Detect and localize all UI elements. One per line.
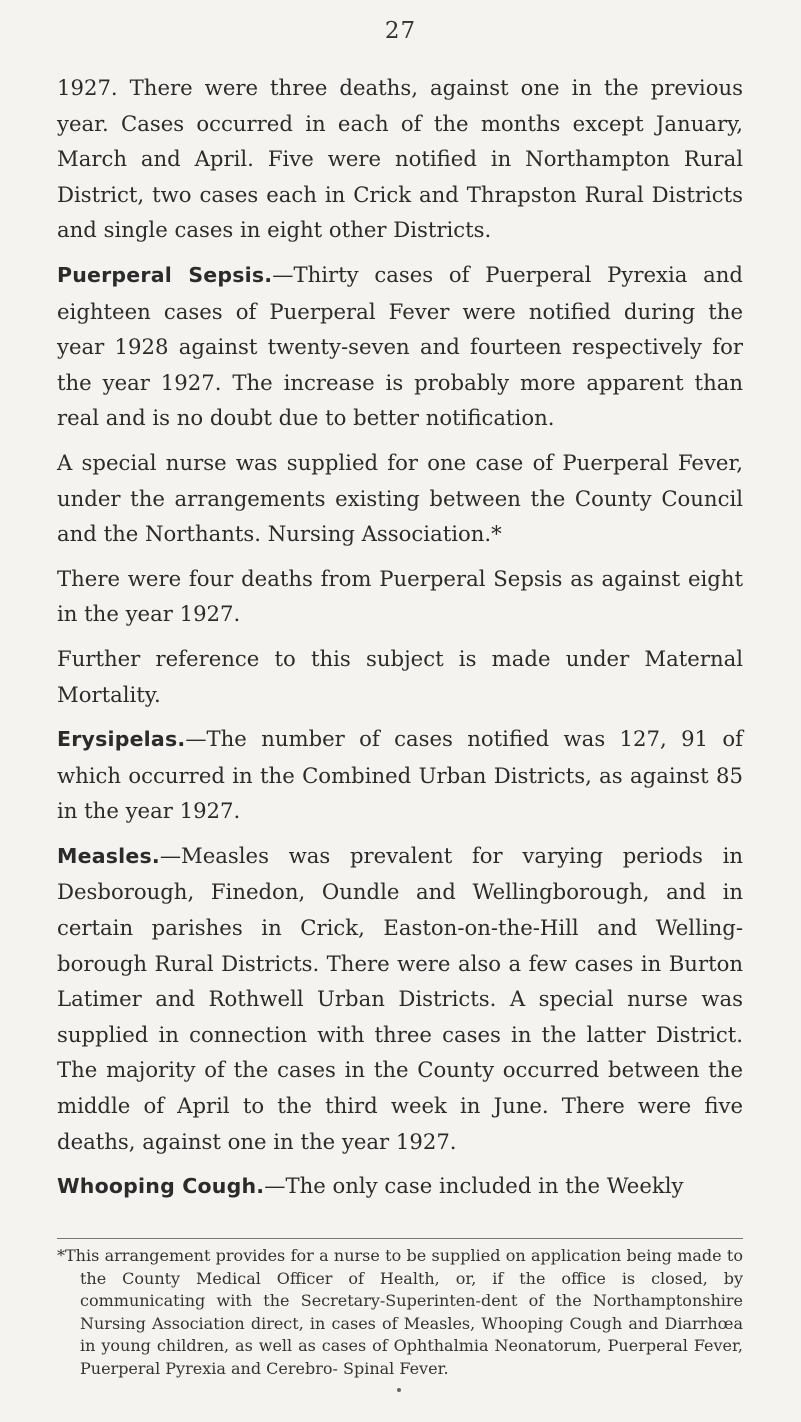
- heading-whooping-cough: Whooping Cough.: [57, 1174, 265, 1199]
- paragraph-special-nurse: A special nurse was supplied for one case of Puerperal Fever, under the arrangements existing between the County Council and the Northants. Nursing Association.*: [57, 449, 743, 547]
- heading-measles: Measles.: [57, 843, 160, 868]
- paragraph-erysipelas: [57, 721, 743, 829]
- footnote-divider: [57, 1238, 743, 1239]
- print-speck: [397, 1388, 401, 1392]
- footnote-text: *This arrangement provides for a nurse to be supplied on application being made to the County Medical Officer of Health, or, if the office is closed, by communicating with the Secretary-Superinten-dent of the Northamptonshire Nursing Association direct, in cases of Measles, Whooping Cough and Diarrhœa in young children, as well as cases of Ophthalmia Neonatorum, Puerperal Fever, Puerperal Pyrexia and Cerebro- Spinal Fever.: [57, 1246, 743, 1378]
- body-text: [57, 70, 743, 1214]
- footnote: [57, 1245, 743, 1381]
- heading-erysipelas: Erysipelas.: [57, 727, 186, 752]
- paragraph-further-reference: Further reference to this subject is made under Maternal Mortality.: [57, 645, 743, 707]
- text-measles: —Measles was prevalent for varying periods in Desborough, Finedon, Oundle and Wellingborough, and in certain parishes in Crick, Easton-on-the-Hill and Welling-borough Rural Districts. There were also a few cases in Burton Latimer and Rothwell Urban Districts. A special nurse was supplied in connection with three cases in the latter District. The majority of the cases in the County occurred between the middle of April to the third week in June. There were five deaths, against one in the year 1927.: [57, 842, 743, 1154]
- paragraph-deaths: There were four deaths from Puerperal Sepsis as against eight in the year 1927.: [57, 565, 743, 627]
- text-whooping-cough: —The only case included in the Weekly: [264, 1173, 684, 1199]
- text-erysipelas: —The number of cases notified was 127, 91 of which occurred in the Combined Urban Districts, as against 85 in the year 1927.: [57, 726, 743, 824]
- page-number: 27: [384, 18, 417, 44]
- heading-puerperal-sepsis: Puerperal Sepsis.: [57, 262, 273, 287]
- paragraph-puerperal-sepsis: [57, 257, 743, 436]
- paragraph-whooping-cough: [57, 1168, 743, 1205]
- paragraph-continuation: 1927. There were three deaths, against one in the previous year. Cases occurred in each of the months except January, March and April. Five were notified in Northampton Rural District, two cases each in Crick and Thrapston Rural Districts and single cases in eight other Districts.: [57, 75, 743, 243]
- paragraph-measles: [57, 838, 743, 1159]
- text-puerperal-sepsis: —Thirty cases of Puerperal Pyrexia and eighteen cases of Puerperal Fever were notified during the year 1928 against twenty-seven and fourteen respectively for the year 1927. The increase is probably more apparent than real and is no doubt due to better notification.: [57, 261, 743, 431]
